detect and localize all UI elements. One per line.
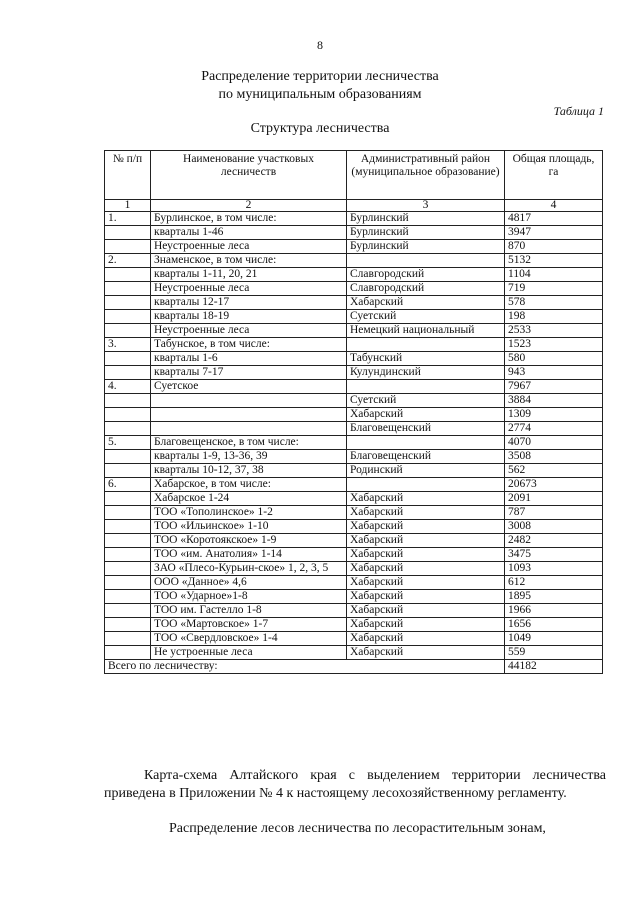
row-area-cell: 559 [505,646,603,660]
header-area: Общая площадь, га [505,151,603,200]
row-area-cell: 4817 [505,212,603,226]
row-name-cell: ТОО «Свердловское» 1-4 [151,632,347,646]
row-number-cell [105,240,151,254]
row-name-cell: Табунское, в том числе: [151,338,347,352]
table-row [105,492,603,506]
row-area-cell: 612 [505,576,603,590]
total-label: Всего по лесничеству: [105,660,505,674]
table-title: Структура лесничества [250,121,390,136]
row-number-cell [105,282,151,296]
row-district-cell: Хабарский [347,548,505,562]
row-number-cell [105,618,151,632]
forestry-structure-table [104,150,603,674]
table-row [105,590,603,604]
row-name-cell: кварталы 10-12, 37, 38 [151,464,347,478]
row-number-cell [105,590,151,604]
row-name-cell: Хабарское, в том числе: [151,478,347,492]
table-row [105,604,603,618]
table-row [105,646,603,660]
table-row [105,268,603,282]
table-row [105,338,603,352]
map-reference-paragraph: Карта-схема Алтайского края с выделением территории лесничества приведена в Приложении № 4 к настоящему лесохозяйственному регламенту. [104,768,606,801]
row-name-cell [151,394,347,408]
row-area-cell: 562 [505,464,603,478]
row-number-cell [105,576,151,590]
row-number-cell [105,548,151,562]
table-row [105,450,603,464]
row-name-cell: ТОО «им. Анатолия» 1-14 [151,548,347,562]
row-district-cell: Кулундинский [347,366,505,380]
row-name-cell: Неустроенные леса [151,324,347,338]
row-district-cell: Суетский [347,310,505,324]
row-number-cell [105,506,151,520]
total-value: 44182 [505,660,603,674]
row-district-cell: Хабарский [347,296,505,310]
row-district-cell: Табунский [347,352,505,366]
row-name-cell: кварталы 12-17 [151,296,347,310]
row-district-cell: Хабарский [347,576,505,590]
row-area-cell: 2482 [505,534,603,548]
header-name: Наименование участковых лесничеств [151,151,347,200]
table-row [105,520,603,534]
row-name-cell [151,422,347,436]
row-name-cell: Знаменское, в том числе: [151,254,347,268]
row-number-cell [105,352,151,366]
row-number-cell: 6. [105,478,151,492]
table-row [105,506,603,520]
row-area-cell: 943 [505,366,603,380]
row-number-cell [105,520,151,534]
row-name-cell: ТОО «Коротоякское» 1-9 [151,534,347,548]
row-district-cell: Хабарский [347,632,505,646]
table-row [105,282,603,296]
row-district-cell: Бурлинский [347,212,505,226]
row-area-cell: 1656 [505,618,603,632]
row-name-cell: кварталы 1-6 [151,352,347,366]
row-area-cell: 2533 [505,324,603,338]
table-row [105,464,603,478]
row-number-cell [105,296,151,310]
row-name-cell: Благовещенское, в том числе: [151,436,347,450]
row-number-cell: 1. [105,212,151,226]
row-district-cell: Суетский [347,394,505,408]
row-district-cell: Хабарский [347,408,505,422]
row-area-cell: 578 [505,296,603,310]
table-row [105,562,603,576]
row-name-cell: ТОО им. Гастелло 1-8 [151,604,347,618]
row-number-cell: 4. [105,380,151,394]
table-row [105,226,603,240]
row-district-cell: Хабарский [347,506,505,520]
row-name-cell: ЗАО «Плесо-Курьин-ское» 1, 2, 3, 5 [151,562,347,576]
row-district-cell: Хабарский [347,646,505,660]
row-number-cell [105,562,151,576]
section-title-line-1: Распределение территории лесничества [201,69,439,84]
row-name-cell: кварталы 7-17 [151,366,347,380]
table-row [105,534,603,548]
row-district-cell [347,254,505,268]
row-number-cell [105,366,151,380]
page-number: 8 [317,38,323,52]
row-number-cell [105,604,151,618]
table-row [105,422,603,436]
row-name-cell: Бурлинское, в том числе: [151,212,347,226]
row-number-cell [105,268,151,282]
row-number-cell [105,464,151,478]
table-row [105,352,603,366]
row-area-cell: 1049 [505,632,603,646]
row-name-cell [151,408,347,422]
row-district-cell: Хабарский [347,492,505,506]
row-area-cell: 2774 [505,422,603,436]
row-area-cell: 1309 [505,408,603,422]
row-name-cell: ТОО «Тополинское» 1-2 [151,506,347,520]
row-district-cell: Бурлинский [347,226,505,240]
row-name-cell: кварталы 1-9, 13-36, 39 [151,450,347,464]
row-name-cell: кварталы 18-19 [151,310,347,324]
row-district-cell: Хабарский [347,534,505,548]
row-area-cell: 1895 [505,590,603,604]
table-row [105,296,603,310]
row-district-cell: Благовещенский [347,450,505,464]
row-district-cell [347,436,505,450]
row-number-cell [105,492,151,506]
table-row [105,240,603,254]
table-row [105,366,603,380]
table-body [105,200,603,674]
row-district-cell: Славгородский [347,282,505,296]
row-district-cell: Хабарский [347,562,505,576]
row-area-cell: 1966 [505,604,603,618]
row-district-cell: Родинский [347,464,505,478]
row-name-cell: ТОО «Ударное»1-8 [151,590,347,604]
row-district-cell [347,380,505,394]
column-numbers-row [105,200,603,212]
row-number-cell [105,422,151,436]
header-number: № п/п [105,151,151,200]
row-district-cell: Благовещенский [347,422,505,436]
column-number: 1 [105,200,151,212]
row-name-cell: Неустроенные леса [151,240,347,254]
table-row [105,632,603,646]
row-area-cell: 3008 [505,520,603,534]
table-header-row [105,151,603,200]
table-label: Таблица 1 [553,104,604,118]
row-area-cell: 3884 [505,394,603,408]
row-district-cell [347,338,505,352]
row-name-cell: ТОО «Ильинское» 1-10 [151,520,347,534]
forest-zones-paragraph: Распределение лесов лесничества по лесорастительным зонам, [169,821,546,836]
row-district-cell: Славгородский [347,268,505,282]
row-area-cell: 4070 [505,436,603,450]
section-title-line-2: по муниципальным образованиям [218,87,422,102]
table-row [105,254,603,268]
row-name-cell: ООО «Данное» 4,6 [151,576,347,590]
row-number-cell [105,408,151,422]
row-district-cell: Хабарский [347,520,505,534]
row-name-cell: Не устроенные леса [151,646,347,660]
row-area-cell: 3508 [505,450,603,464]
table-total-row [105,660,603,674]
row-name-cell: Хабарское 1-24 [151,492,347,506]
table-row [105,408,603,422]
row-area-cell: 7967 [505,380,603,394]
row-district-cell: Бурлинский [347,240,505,254]
row-area-cell: 3475 [505,548,603,562]
table-row [105,212,603,226]
row-number-cell: 2. [105,254,151,268]
row-area-cell: 1104 [505,268,603,282]
row-area-cell: 198 [505,310,603,324]
header-district: Административный район (муниципальное образование) [347,151,505,200]
row-number-cell [105,646,151,660]
row-district-cell: Немецкий национальный [347,324,505,338]
row-number-cell: 3. [105,338,151,352]
row-number-cell [105,632,151,646]
row-area-cell: 580 [505,352,603,366]
row-number-cell [105,310,151,324]
table-row [105,310,603,324]
column-number: 3 [347,200,505,212]
row-number-cell [105,324,151,338]
table-row [105,436,603,450]
row-number-cell: 5. [105,436,151,450]
row-name-cell: Суетское [151,380,347,394]
column-number: 4 [505,200,603,212]
row-area-cell: 870 [505,240,603,254]
row-name-cell: Неустроенные леса [151,282,347,296]
column-number: 2 [151,200,347,212]
row-number-cell [105,394,151,408]
row-district-cell: Хабарский [347,604,505,618]
row-district-cell: Хабарский [347,618,505,632]
row-area-cell: 2091 [505,492,603,506]
row-area-cell: 5132 [505,254,603,268]
row-area-cell: 20673 [505,478,603,492]
row-area-cell: 1093 [505,562,603,576]
row-name-cell: кварталы 1-46 [151,226,347,240]
row-name-cell: кварталы 1-11, 20, 21 [151,268,347,282]
table-row [105,394,603,408]
table-row [105,618,603,632]
table-row [105,576,603,590]
row-number-cell [105,450,151,464]
row-area-cell: 787 [505,506,603,520]
table-row [105,548,603,562]
table-row [105,324,603,338]
row-district-cell: Хабарский [347,590,505,604]
row-number-cell [105,534,151,548]
row-name-cell: ТОО «Мартовское» 1-7 [151,618,347,632]
row-area-cell: 719 [505,282,603,296]
row-number-cell [105,226,151,240]
row-area-cell: 1523 [505,338,603,352]
table-row [105,380,603,394]
row-area-cell: 3947 [505,226,603,240]
row-district-cell [347,478,505,492]
table-row [105,478,603,492]
